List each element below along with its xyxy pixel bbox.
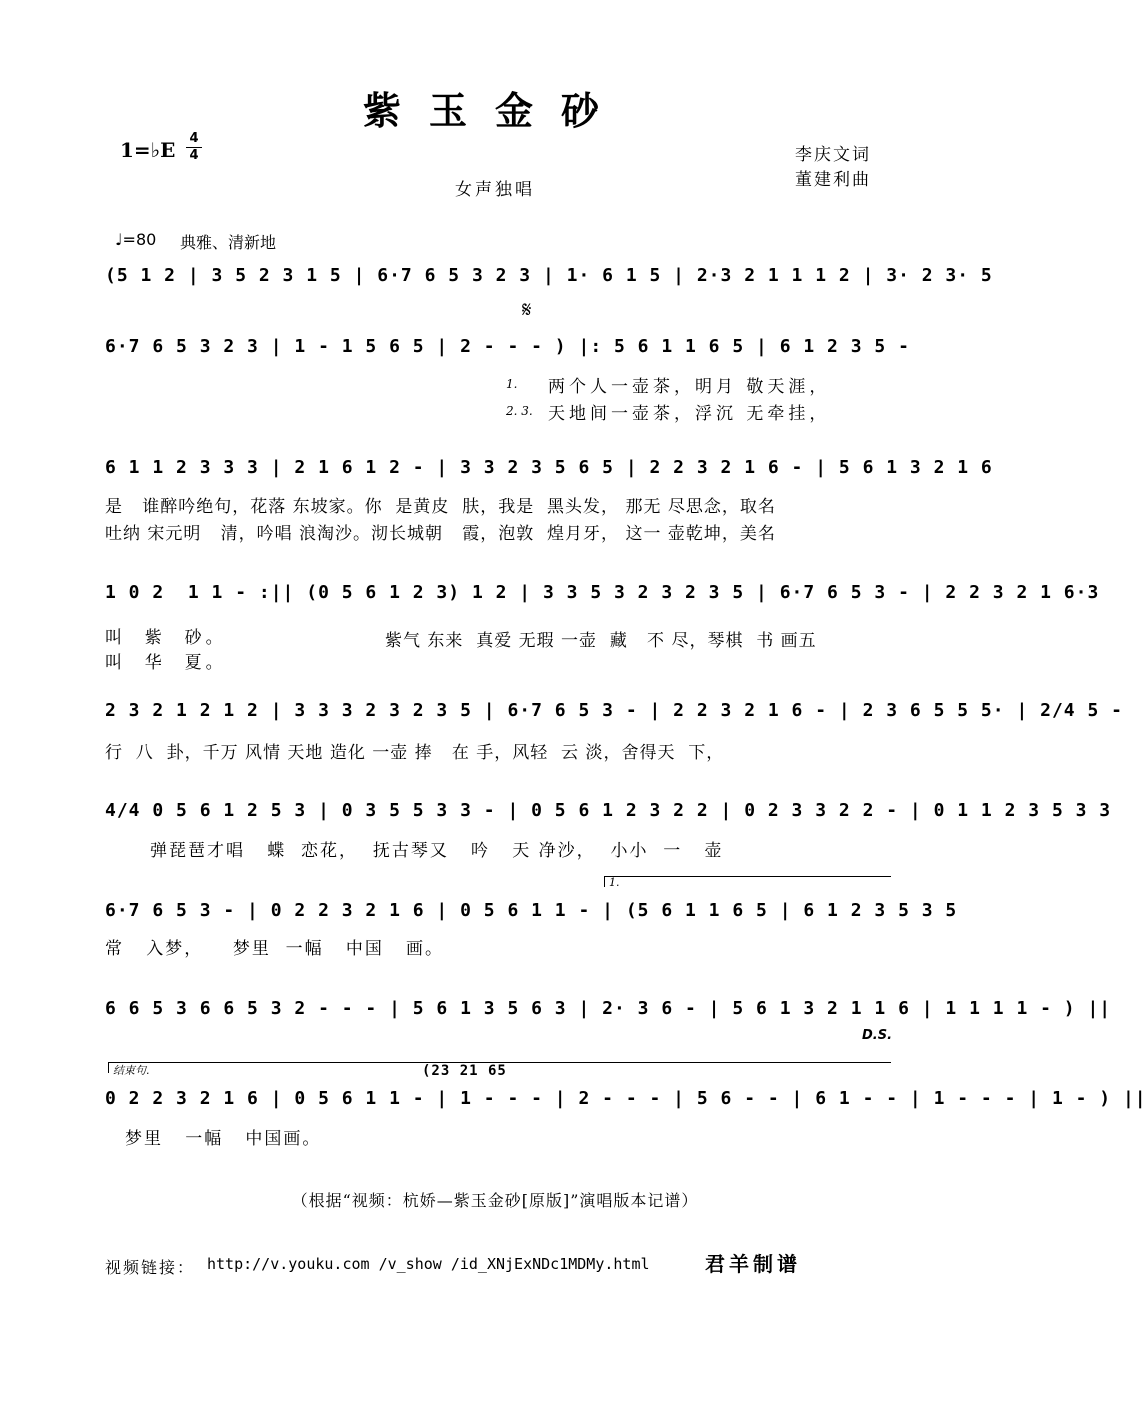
score-line-6: 4/4 0 5 6 1 2 5 3 | 0 3 5 5 3 3 - | 0 5 6 1 2 3 2 2 | 0 2 3 3 2 2 - | 0 1 1 2 3 5 3 3 bbox=[105, 800, 1112, 821]
volta-1-bracket bbox=[604, 876, 891, 887]
score-line-3: 6 1 1 2 3 3 3 | 2 1 6 1 2 - | 3 3 2 3 5 6 5 | 2 2 3 2 1 6 - | 5 6 1 3 2 1 6 bbox=[105, 457, 993, 478]
lyric-line-2a: 是 谁醉吟绝句，花落 东坡家。你 是黄皮 肤，我是 黑头发， 那无 尽思念，取名 bbox=[105, 497, 776, 517]
lyric-line-3c: 紫气 东来 真爱 无瑕 一壶 藏 不 尽，琴棋 书 画五 bbox=[385, 631, 817, 651]
style-marking: 典雅、清新地 bbox=[180, 233, 277, 252]
score-line-9-grace: (23 21 65 bbox=[422, 1063, 507, 1079]
lyric-line-1b: 天地间一壶茶，浮沉 无牵挂， bbox=[548, 404, 831, 424]
lyric-line-7: 梦里 一幅 中国画。 bbox=[125, 1129, 322, 1149]
verse-number-2-3: 2. 3. bbox=[506, 404, 533, 418]
tempo-marking: ♩=80 bbox=[115, 230, 157, 249]
score-line-4: 1 0 2 1 1 - :|| (0 5 6 1 2 3) 1 2 | 3 3 5 3 2 3 2 3 5 | 6·7 6 5 3 - | 2 2 3 2 1 6·3 bbox=[105, 582, 1100, 603]
score-line-9: 0 2 2 3 2 1 6 | 0 5 6 1 1 - | 1 - - - | 2 - - - | 5 6 - - | 6 1 - - | 1 - - - | 1 - ) || bbox=[105, 1088, 1147, 1109]
lyric-line-3b: 叫 华 夏。 bbox=[105, 653, 227, 673]
score-line-7: 6·7 6 5 3 - | 0 2 2 3 2 1 6 | 0 5 6 1 1 - | (5 6 1 1 6 5 | 6 1 2 3 5 3 5 bbox=[105, 900, 958, 921]
lyric-line-4: 行 八 卦，千万 风情 天地 造化 一壶 捧 在 手，风轻 云 淡，舍得天 下， bbox=[105, 743, 725, 763]
transcriber-seal: 君羊制谱 bbox=[705, 1252, 801, 1276]
lyric-line-1a: 两个人一壶茶，明月 敬天涯， bbox=[548, 377, 831, 397]
ds-marking: D.S. bbox=[862, 1028, 893, 1043]
composer-credit: 董建利曲 bbox=[795, 170, 871, 190]
lyricist-credit: 李庆文词 bbox=[795, 145, 871, 165]
time-signature-top: 4 bbox=[189, 131, 199, 146]
lyric-line-6: 常 入梦， 梦里 一幅 中国 画。 bbox=[105, 939, 445, 959]
ending-label: 结束句. bbox=[113, 1064, 150, 1077]
score-line-8: 6 6 5 3 6 6 5 3 2 - - - | 5 6 1 3 5 6 3 | 2· 3 6 - | 5 6 1 3 2 1 1 6 | 1 1 1 1 - ) || bbox=[105, 998, 1112, 1019]
verse-number-1: 1. bbox=[506, 377, 518, 391]
lyric-line-2b: 吐纳 宋元明 清，吟唱 浪淘沙。沏长城朝 霞，泡敦 煌月牙， 这一 壶乾坤，美名 bbox=[105, 524, 776, 544]
video-link-label: 视频链接： bbox=[105, 1258, 196, 1277]
key-signature: 1=♭E bbox=[120, 138, 176, 162]
score-line-2: 6·7 6 5 3 2 3 | 1 - 1 5 6 5 | 2 - - - ) |: 5 6 1 1 6 5 | 6 1 2 3 5 - bbox=[105, 336, 910, 357]
segno-sign: 𝄋 bbox=[522, 298, 532, 323]
time-signature-bottom: 4 bbox=[189, 148, 199, 163]
transcription-note: （根据“视频：杭娇—紫玉金砂[原版]”演唱版本记谱） bbox=[291, 1191, 699, 1210]
lyric-line-3a: 叫 紫 砂。 bbox=[105, 628, 227, 648]
video-link-url[interactable]: http://v.youku.com /v_show /id_XNjExNDc1MDMy.html bbox=[207, 1255, 650, 1273]
voice-type: 女声独唱 bbox=[455, 180, 535, 200]
time-signature bbox=[186, 132, 202, 163]
volta-1-label: 1. bbox=[609, 876, 620, 889]
lyric-line-5: 弹琵琶才唱 蝶 恋花， 抚古琴又 吟 天 净沙， 小小 一 壶 bbox=[150, 841, 724, 861]
score-line-5: 2 3 2 1 2 1 2 | 3 3 3 2 3 2 3 5 | 6·7 6 5 3 - | 2 2 3 2 1 6 - | 2 3 6 5 5 5· | 2/4 5 - bbox=[105, 700, 1123, 721]
page-title: 紫玉金砂 bbox=[362, 88, 627, 133]
score-line-1: (5 1 2 | 3 5 2 3 1 5 | 6·7 6 5 3 2 3 | 1· 6 1 5 | 2·3 2 1 1 1 2 | 3· 2 3· 5 bbox=[105, 265, 993, 286]
